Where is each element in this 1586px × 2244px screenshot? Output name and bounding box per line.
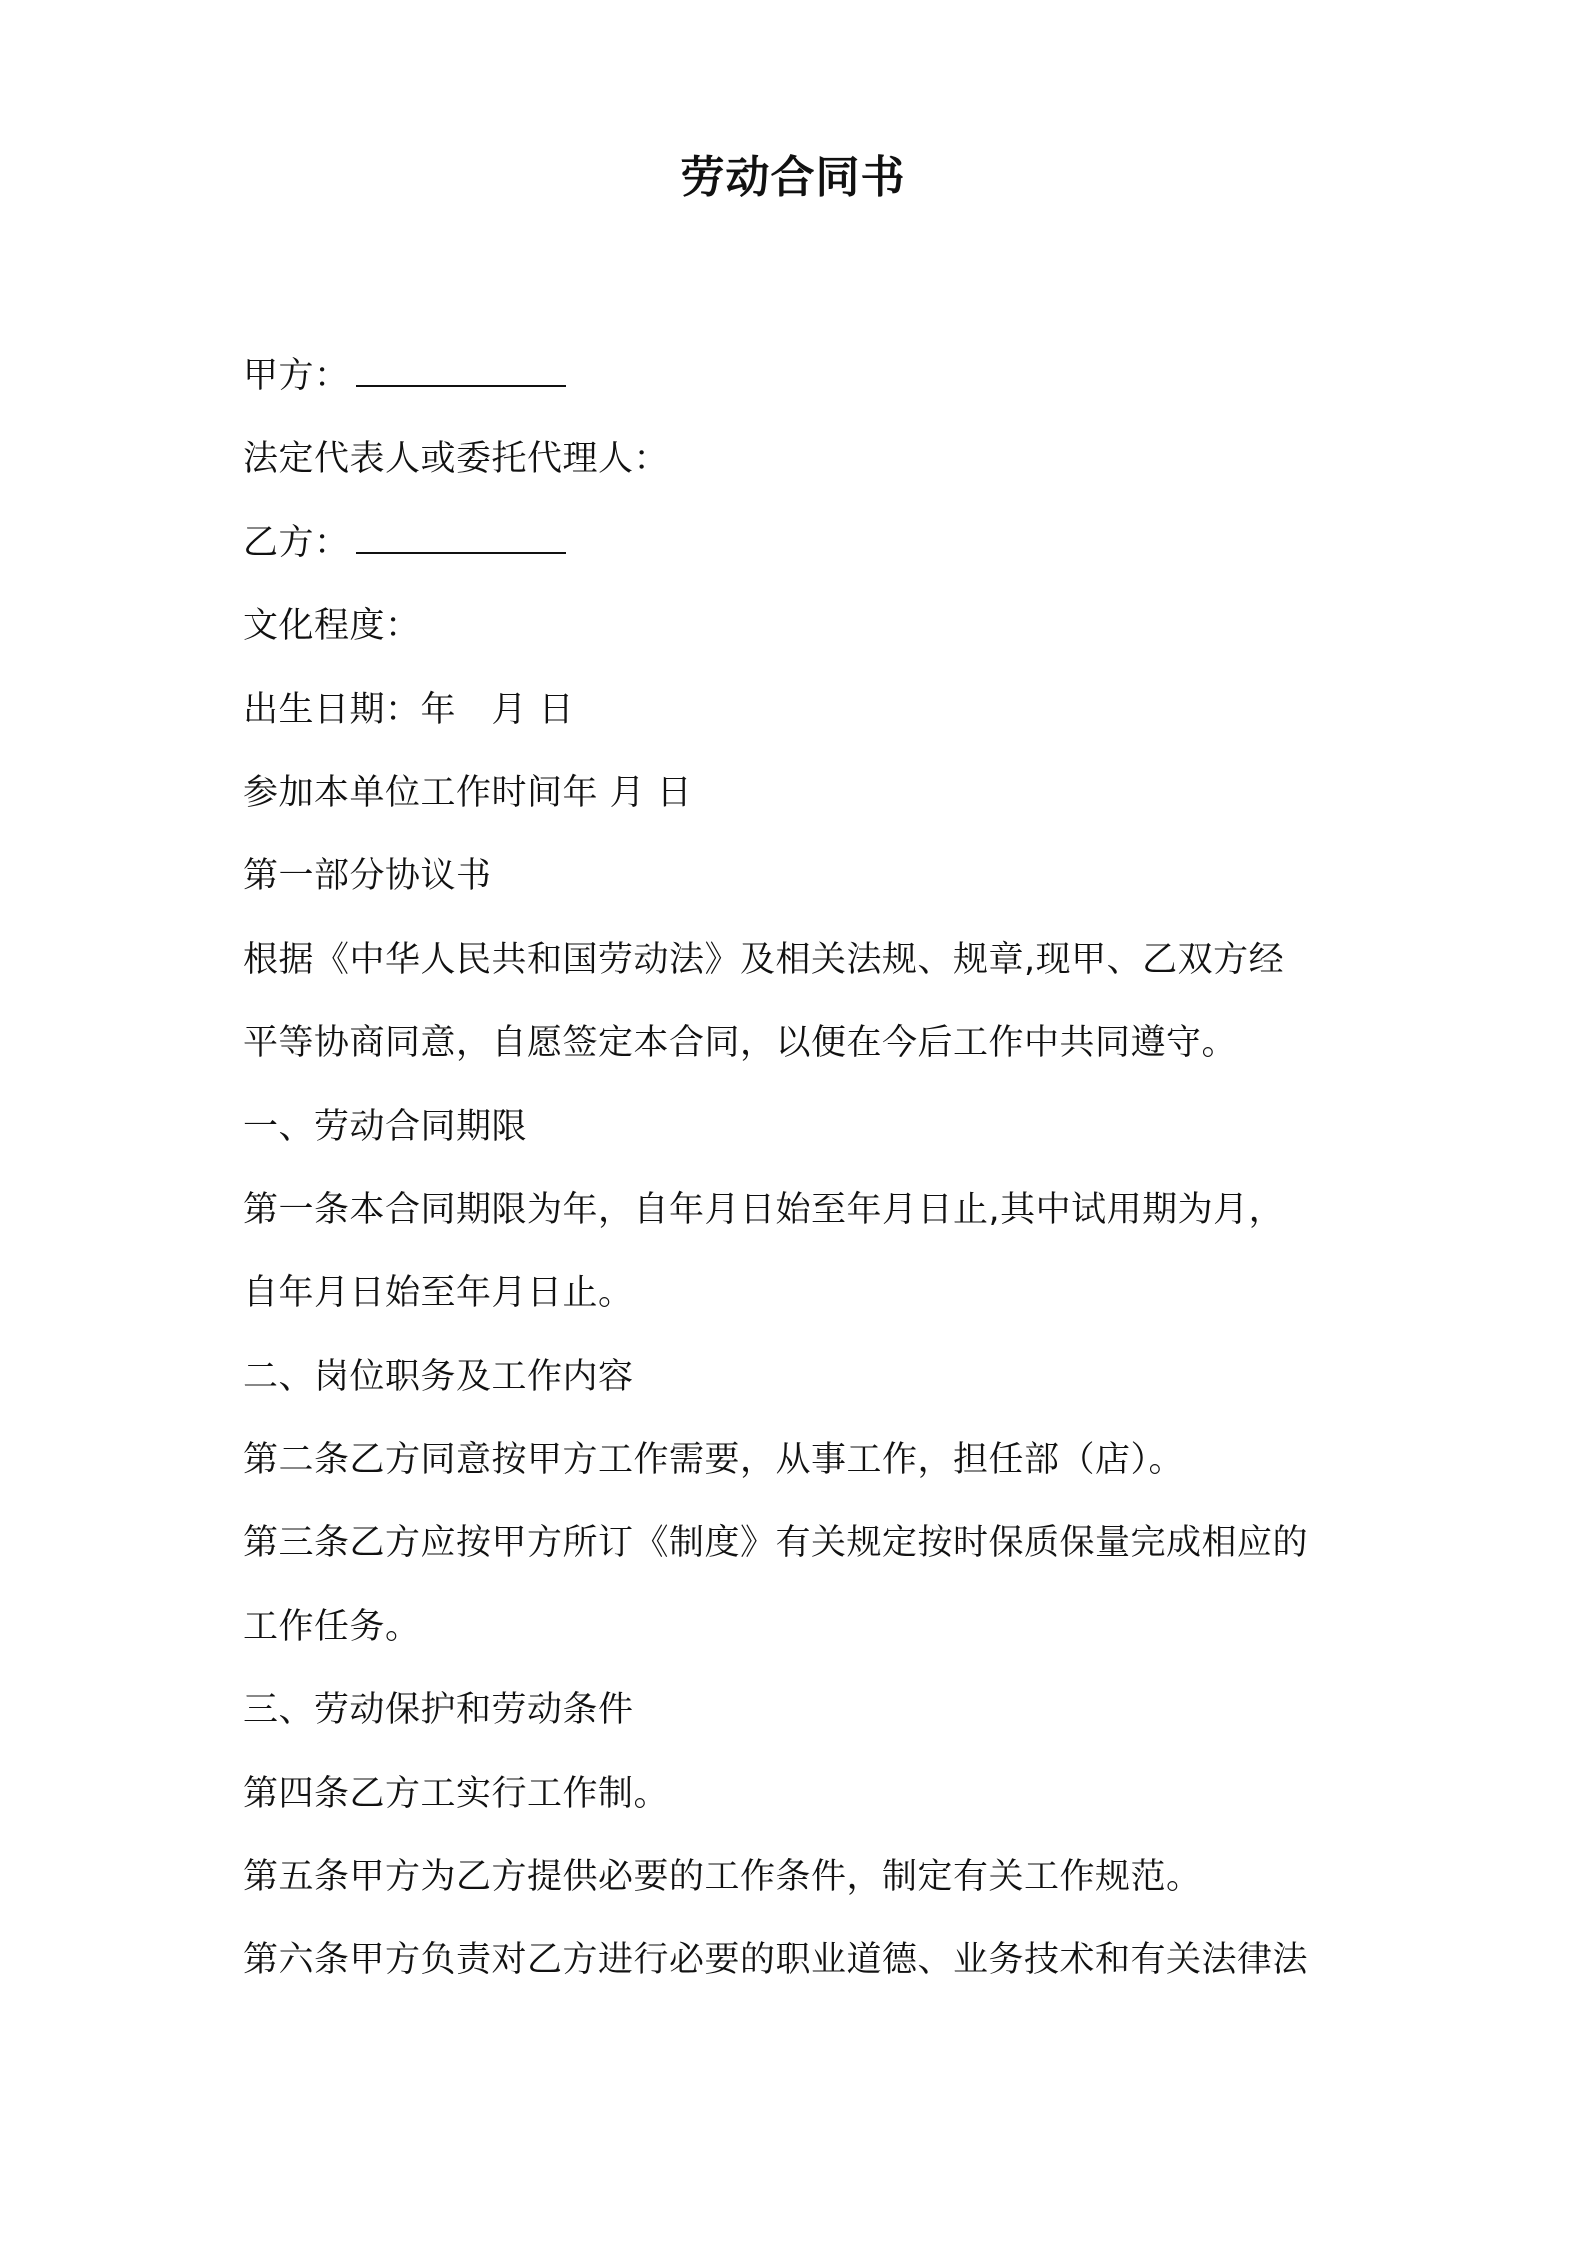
paragraph-line: 第六条甲方负责对乙方进行必要的职业道德、业务技术和有关法律法 [243,1940,1309,1981]
paragraph-line: 第五条甲方为乙方提供必要的工作条件，制定有关工作规范。 [243,1857,1202,1898]
paragraph-line: 第一条本合同期限为年，自年月日始至年月日止,其中试用期为月， [243,1189,1285,1230]
paragraph-line: 第三条乙方应按甲方所订《制度》有关规定按时保质保量完成相应的 [243,1523,1309,1564]
document-title: 劳动合同书 [680,152,906,203]
section-heading: 三、劳动保护和劳动条件 [243,1690,634,1731]
paragraph-line: 平等协商同意，自愿签定本合同，以便在今后工作中共同遵守。 [243,1023,1238,1064]
section-heading: 二、岗位职务及工作内容 [243,1356,634,1397]
paragraph-line: 根据《中华人民共和国劳动法》及相关法规、规章,现甲、乙双方经 [243,939,1285,980]
document-body [243,335,1353,2003]
join-date-line: 参加本单位工作时间年 月 日 [243,772,693,813]
party-a-blank [356,357,566,387]
representative-line: 法定代表人或委托代理人： [243,439,670,480]
paragraph-line: 自年月日始至年月日止。 [243,1273,634,1314]
education-line: 文化程度： [243,606,421,647]
paragraph-line: 工作任务。 [243,1606,421,1647]
party-a-label: 甲方： [243,356,350,396]
part-one-heading: 第一部分协议书 [243,856,492,897]
party-b-blank [356,524,566,554]
paragraph-line: 第二条乙方同意按甲方工作需要，从事工作，担任部（店）。 [243,1440,1185,1481]
birth-date-line: 出生日期：年 月 日 [243,689,575,730]
paragraph-line: 第四条乙方工实行工作制。 [243,1773,670,1814]
party-a-line [243,335,1353,418]
party-b-line [243,502,1353,585]
party-b-label: 乙方： [243,522,350,563]
section-heading: 一、劳动合同期限 [243,1106,528,1147]
